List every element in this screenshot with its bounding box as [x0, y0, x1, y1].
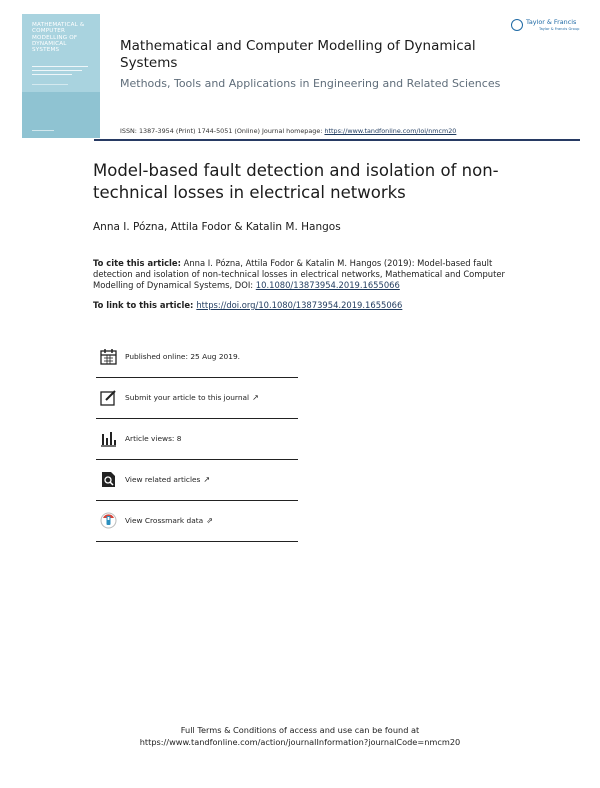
article-views-label: Article views: 8 — [125, 434, 182, 443]
citation-label: To cite this article: — [93, 258, 181, 268]
article-link-line — [93, 300, 402, 310]
publisher-logo-name: Taylor & Francis — [526, 18, 577, 26]
cover-title — [32, 22, 96, 53]
article-link-label: To link to this article: — [93, 300, 197, 310]
journal-cover — [22, 14, 100, 138]
cover-text-line — [32, 66, 88, 67]
header-rule — [94, 139, 580, 141]
related-articles-row[interactable] — [96, 461, 298, 501]
footer-terms-text: Full Terms & Conditions of access and use can be found at — [180, 725, 420, 735]
submit-article-row[interactable] — [96, 379, 298, 419]
cover-title-line: COMPUTER — [32, 28, 66, 35]
crossmark-row[interactable] — [96, 502, 298, 542]
publisher-logo[interactable] — [511, 18, 583, 36]
article-link-url[interactable]: https://doi.org/10.1080/13873954.2019.1655066 — [196, 300, 403, 310]
citation-block — [93, 258, 513, 291]
footer — [0, 724, 600, 748]
submit-article-link[interactable] — [125, 393, 259, 402]
search-document-icon — [100, 471, 117, 488]
published-online-row — [96, 338, 298, 378]
article-title: Model-based fault detection and isolation of non-technical losses in electrical networks — [93, 161, 499, 202]
external-link-icon: ↗ — [203, 475, 211, 484]
article-views-row — [96, 420, 298, 460]
related-articles-label: View related articles — [125, 475, 201, 484]
cover-title-line: MODELLING OF — [32, 34, 78, 41]
issn-text: ISSN: 1387-3954 (Print) 1744-5051 (Online) Journal homepage: — [120, 127, 325, 135]
cover-text-line — [32, 74, 72, 75]
crossmark-label: View Crossmark data — [125, 516, 204, 525]
bar-chart-icon — [100, 430, 117, 447]
citation-text: Anna I. Pózna, Attila Fodor & Katalin M. Hangos (2019): Model-based fault detection and isolation of non-technical losses in electrical networks, Mathematical and Computer Modelling of Dynamical Systems, DOI: — [93, 258, 505, 290]
external-link-icon: ⇗ — [206, 516, 213, 525]
cover-text-line — [32, 84, 68, 85]
external-link-icon: ↗ — [252, 393, 259, 402]
article-authors: Anna I. Pózna, Attila Fodor & Katalin M. Hangos — [93, 221, 341, 233]
edit-icon — [100, 389, 117, 406]
crossmark-icon — [100, 512, 117, 529]
footer-terms-link[interactable]: https://www.tandfonline.com/action/journalInformation?journalCode=nmcm20 — [139, 737, 461, 747]
cover-text-line — [32, 70, 82, 71]
related-articles-link[interactable] — [125, 475, 210, 484]
doi-link[interactable]: 10.1080/13873954.2019.1655066 — [255, 280, 400, 290]
published-online-label: Published online: 25 Aug 2019. — [125, 352, 241, 361]
issn-line — [120, 127, 456, 135]
cover-title-line: MATHEMATICAL & — [32, 22, 85, 28]
journal-subtitle: Methods, Tools and Applications in Engineering and Related Sciences — [120, 77, 501, 90]
publisher-logo-group: Taylor & Francis Group — [539, 27, 580, 31]
journal-title: Mathematical and Computer Modelling of Dynamical Systems — [120, 38, 476, 71]
submit-article-label: Submit your article to this journal — [125, 393, 250, 402]
journal-homepage-link[interactable]: https://www.tandfonline.com/loi/nmcm20 — [324, 127, 457, 135]
calendar-icon — [100, 348, 117, 365]
publisher-logo-icon — [511, 19, 523, 31]
crossmark-link[interactable] — [125, 516, 213, 525]
cover-publisher-mark — [32, 130, 54, 131]
cover-title-line: DYNAMICAL — [32, 40, 67, 47]
cover-title-line: SYSTEMS — [32, 47, 60, 54]
